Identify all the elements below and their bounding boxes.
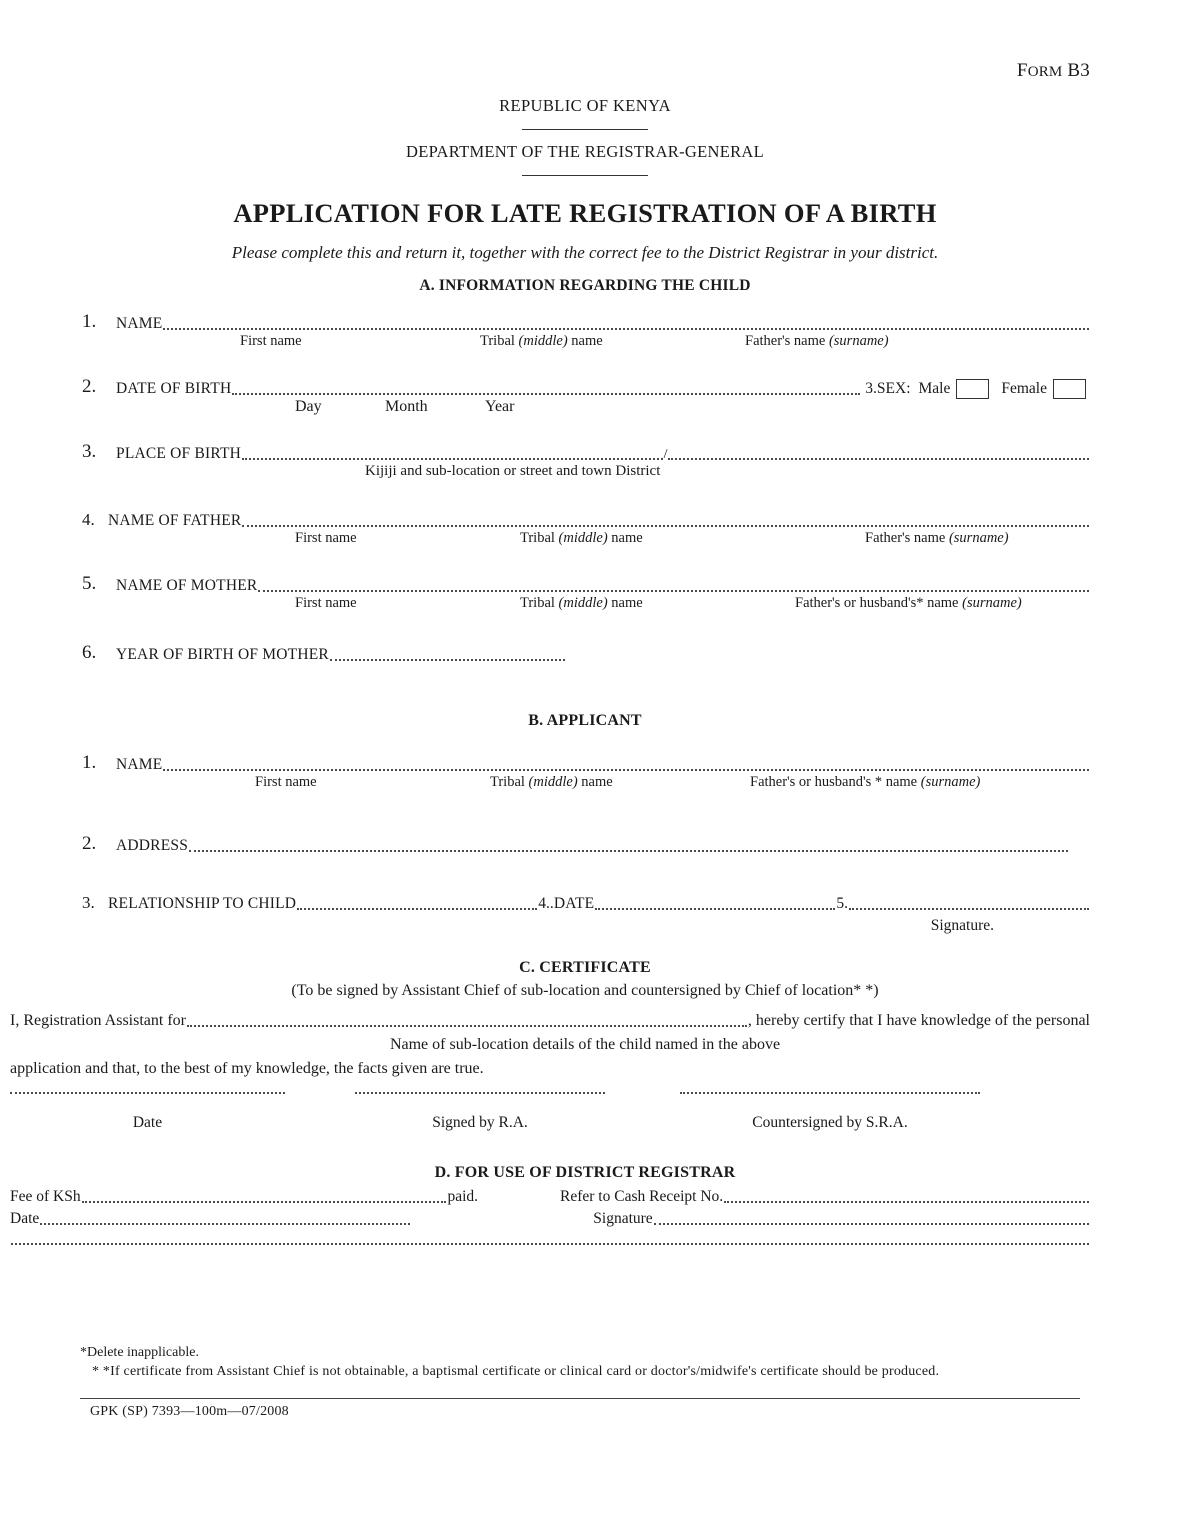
footnotes (80, 1345, 1090, 1420)
caption-signature: Signature. (930, 917, 994, 934)
field-label: NAME OF MOTHER (116, 577, 258, 594)
field-label: RELATIONSHIP TO CHILD (108, 895, 297, 912)
caption-middle-name: Tribal (middle) name (520, 530, 643, 546)
certificate-signature-row (10, 1092, 1090, 1138)
certificate-line-end: , hereby certify that I have knowledge of the personal (747, 1012, 1090, 1029)
date-field-label: .DATE (549, 895, 595, 912)
field-label: NAME (116, 315, 163, 332)
signature-field-number: 5. (836, 895, 848, 912)
field-father-name (80, 510, 1090, 551)
section-c-heading: C. CERTIFICATE (519, 959, 651, 976)
footnote-2: * *If certificate from Assistant Chief is not obtainable, a baptismal certificate or clinical card or doctor's/midwife's certificate should be produced. (92, 1364, 940, 1379)
field-label: NAME (116, 756, 163, 773)
certificate-line-start: I, Registration Assistant for (10, 1012, 186, 1029)
field-applicant-address (80, 833, 1090, 855)
field-label: NAME OF FATHER (108, 512, 242, 529)
print-code: GPK (SP) 7393—100m—07/2008 (90, 1404, 289, 1419)
mother-name-input[interactable] (258, 579, 1089, 592)
registrar-extra-row (10, 1232, 1090, 1248)
sra-signature-input[interactable] (680, 1092, 980, 1094)
spacer (479, 1192, 559, 1203)
caption-surname: Father's or husband's* name (surname) (795, 595, 1022, 611)
female-checkbox[interactable] (1053, 379, 1086, 399)
caption-surname: Father's name (surname) (865, 530, 1009, 546)
caption-day: Day (295, 398, 322, 415)
caption-signed-by-ra: Signed by R.A. (432, 1114, 528, 1131)
field-number: 5. (82, 573, 97, 594)
place-of-birth-input-1[interactable] (242, 447, 663, 460)
applicant-signature-input[interactable] (849, 897, 1089, 910)
place-of-birth-input-2[interactable] (668, 447, 1089, 460)
applicant-date-input[interactable] (595, 897, 835, 910)
date-of-birth-input[interactable] (232, 382, 860, 395)
male-checkbox[interactable] (956, 379, 989, 399)
applicant-name-input[interactable] (163, 758, 1089, 771)
republic-heading: REPUBLIC OF KENYA (499, 96, 671, 115)
caption-countersigned-by-sra: Countersigned by S.R.A. (752, 1114, 908, 1131)
registrar-fee-row (10, 1188, 1090, 1206)
section-c-subheading: (To be signed by Assistant Chief of sub-location and countersigned by Chief of location* *) (291, 982, 879, 999)
field-mother-birth-year (80, 642, 1090, 664)
caption-first-name: First name (240, 333, 302, 349)
footnote-1: *Delete inapplicable. (80, 1345, 199, 1360)
caption-middle-name: Tribal (middle) name (520, 595, 643, 611)
registrar-date-row (10, 1210, 1090, 1228)
divider-rule-2 (522, 175, 648, 176)
registrar-extra-input[interactable] (11, 1232, 1089, 1245)
sex-label: 3.SEX: (865, 380, 911, 397)
field-number: 3. (82, 893, 95, 912)
department-heading: DEPARTMENT OF THE REGISTRAR-GENERAL (405, 142, 764, 161)
field-label: PLACE OF BIRTH (116, 445, 242, 462)
ra-signature-input[interactable] (355, 1092, 605, 1094)
form-code-f: F (1016, 60, 1028, 81)
field-number: 1. (82, 311, 97, 332)
caption-place-of-birth: Kijiji and sub-location or street and town District (365, 463, 661, 479)
form-code-number: B3 (1062, 60, 1090, 81)
field-number: 4. (82, 510, 95, 529)
field-label: DATE OF BIRTH (116, 380, 232, 397)
section-d-heading: D. FOR USE OF DISTRICT REGISTRAR (434, 1164, 736, 1181)
caption-surname: Father's or husband's * name (surname) (750, 774, 981, 790)
caption-middle-name: Tribal (middle) name (490, 774, 613, 790)
field-label: YEAR OF BIRTH OF MOTHER (116, 646, 329, 663)
registrar-signature-input[interactable] (654, 1212, 1089, 1225)
form-code-orm: ORM (1027, 64, 1063, 80)
divider-rule-1 (522, 129, 648, 130)
section-b-heading: B. APPLICANT (528, 712, 642, 729)
female-label: Female (1001, 380, 1047, 397)
page-title: APPLICATION FOR LATE REGISTRATION OF A BIRTH (233, 198, 937, 228)
registrar-date-label: Date (10, 1210, 40, 1227)
fee-input[interactable] (82, 1190, 447, 1203)
section-a-heading: A. INFORMATION REGARDING THE CHILD (419, 277, 751, 294)
certificate-line-3: application and that, to the best of my knowledge, the facts given are true. (10, 1060, 484, 1077)
mother-birth-year-input[interactable] (330, 648, 565, 661)
field-mother-name (80, 573, 1090, 616)
document-body (10, 60, 1090, 1248)
father-name-input[interactable] (242, 514, 1089, 527)
footnote-divider (80, 1398, 1080, 1399)
relationship-input[interactable] (297, 897, 537, 910)
certificate-statement (10, 1012, 1090, 1078)
caption-date: Date (132, 1114, 163, 1131)
receipt-input[interactable] (724, 1190, 1089, 1203)
caption-first-name: First name (295, 595, 357, 611)
spacer-2 (412, 1214, 592, 1225)
instruction-text: Please complete this and return it, together with the correct fee to the District Registrar in your district. (231, 243, 939, 262)
child-name-input[interactable] (163, 317, 1089, 330)
caption-month: Month (385, 398, 428, 415)
male-label: Male (918, 380, 951, 397)
field-relationship-to-child (80, 893, 1090, 935)
field-applicant-name (80, 752, 1090, 795)
ra-date-input[interactable] (10, 1092, 285, 1094)
sub-location-input[interactable] (187, 1014, 747, 1027)
field-number: 3. (82, 441, 97, 462)
field-child-name (80, 311, 1090, 354)
field-number: 1. (82, 752, 97, 773)
form-code (80, 60, 1090, 82)
registrar-date-input[interactable] (40, 1212, 410, 1225)
field-number: 2. (82, 833, 97, 854)
certificate-caption: Name of sub-location details of the child named in the above (389, 1036, 781, 1053)
applicant-address-input[interactable] (189, 839, 1068, 852)
caption-year: Year (485, 398, 515, 415)
registrar-signature-label: Signature (593, 1210, 653, 1227)
paid-label: paid. (447, 1188, 479, 1205)
field-label: ADDRESS (116, 837, 189, 854)
field-place-of-birth: 3. PLACE OF BIRTH / Kijiji and sub-location or street and town District (80, 441, 1090, 484)
caption-surname: Father's name (surname) (745, 333, 889, 349)
date-field-number: 4. (538, 895, 550, 912)
fee-label: Fee of KSh (10, 1188, 81, 1205)
caption-middle-name: Tribal (middle) name (480, 333, 603, 349)
field-number: 2. (82, 376, 97, 397)
receipt-label: Refer to Cash Receipt No. (560, 1188, 724, 1205)
caption-first-name: First name (295, 530, 357, 546)
caption-first-name: First name (255, 774, 317, 790)
field-date-of-birth (80, 376, 1090, 419)
field-number: 6. (82, 642, 97, 663)
